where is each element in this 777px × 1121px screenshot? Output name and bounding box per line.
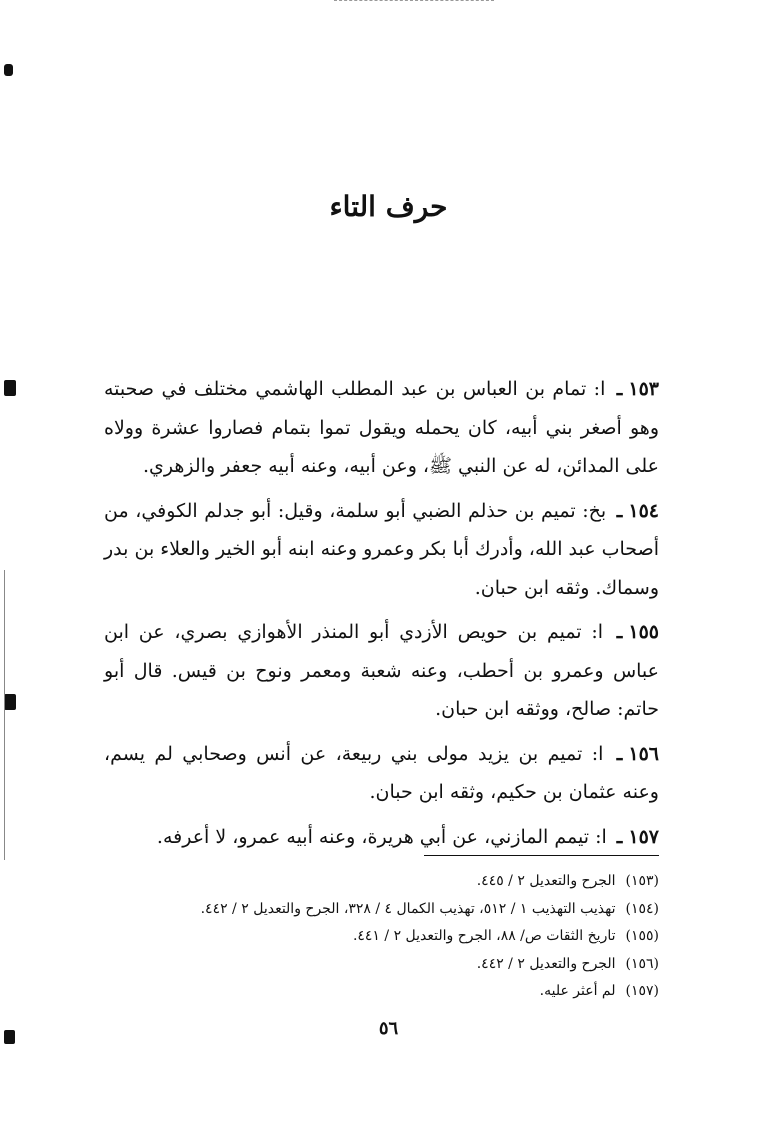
entry-number: ١٥٦ bbox=[628, 742, 659, 765]
scan-edge-mark bbox=[4, 380, 16, 396]
entry-dash: ـ bbox=[616, 378, 623, 400]
footnote-separator bbox=[424, 855, 659, 856]
footnotes-list bbox=[104, 868, 659, 1006]
footnote-text: تهذيب التهذيب ١ / ٥١٢، تهذيب الكمال ٤ / ٣٢٨، الجرح والتعديل ٢ / ٤٤٢. bbox=[200, 900, 616, 917]
scan-edge-mark bbox=[4, 64, 13, 76]
footnote bbox=[104, 923, 659, 951]
entry-number: ١٥٣ bbox=[628, 378, 659, 400]
footnote-text: الجرح والتعديل ٢ / ٤٤٥. bbox=[476, 873, 616, 889]
entry-dash: ـ bbox=[616, 499, 623, 522]
biography-entry bbox=[104, 492, 659, 608]
footnote-number: (١٥٧) bbox=[625, 983, 659, 999]
biography-entry bbox=[104, 818, 659, 857]
scan-edge-mark bbox=[4, 694, 16, 710]
footnote-text: الجرح والتعديل ٢ / ٤٤٢. bbox=[476, 955, 616, 972]
biography-entry bbox=[104, 370, 659, 486]
entry-number: ١٥٤ bbox=[628, 499, 659, 522]
scan-margin-line bbox=[4, 570, 5, 660]
footnote bbox=[104, 978, 659, 1006]
entry-dash: ـ bbox=[616, 742, 623, 765]
footnote-number: (١٥٣) bbox=[625, 873, 659, 889]
biography-entry bbox=[104, 613, 659, 729]
entry-text: بخ: تميم بن حذلم الضبي أبو سلمة، وقيل: أبو جدلم الكوفي، من أصحاب عبد الله، وأدرك أبا بكر وعمرو وعنه ابنه أبو الخير والعلاء بن بدر وسماك. وثقه ابن حبان. bbox=[104, 499, 659, 599]
entry-text: ا: تميم بن حويص الأزدي أبو المنذر الأهوازي بصري، عن ابن عباس وعمرو بن أحطب، وعنه شعبة ومعمر ونوح بن قيس. قال أبو حاتم: صالح، ووثقه ابن حبان. bbox=[104, 621, 659, 720]
footnote-number: (١٥٤) bbox=[625, 900, 659, 917]
entry-text: ا: تمام بن العباس بن عبد المطلب الهاشمي مختلف في صحبته وهو أصغر بني أبيه، كان يحمله ويقول تموا بتمام فصاروا عشرة وولاه على المدائن، له عن النبي ﷺ، وعن أبيه، وعنه أبيه جعفر والزهري. bbox=[104, 378, 659, 477]
biography-entry bbox=[104, 735, 659, 812]
page-number: ٥٦ bbox=[378, 1018, 399, 1039]
entry-text: ا: تيمم المازني، عن أبي هريرة، وعنه أبيه عمرو، لا أعرفه. bbox=[156, 825, 607, 848]
footnote-text: لم أعثر عليه. bbox=[539, 983, 616, 999]
footnote-number: (١٥٥) bbox=[625, 928, 659, 944]
footnote bbox=[104, 868, 659, 896]
top-scan-rule bbox=[334, 0, 494, 1]
entry-number: ١٥٥ bbox=[628, 621, 659, 643]
footnote-number: (١٥٦) bbox=[625, 955, 659, 972]
scan-margin-line bbox=[4, 660, 5, 860]
entry-dash: ـ bbox=[616, 825, 623, 848]
entry-number: ١٥٧ bbox=[628, 825, 659, 848]
entry-dash: ـ bbox=[616, 621, 623, 643]
chapter-title: حرف التاء bbox=[329, 190, 448, 223]
footnote bbox=[104, 896, 659, 924]
footnote bbox=[104, 951, 659, 979]
entries-list bbox=[104, 370, 659, 856]
footnote-text: تاريخ الثقات ص/ ٨٨، الجرح والتعديل ٢ / ٤٤١. bbox=[352, 928, 616, 944]
entry-text: ا: تميم بن يزيد مولى بني ربيعة، عن أنس وصحابي لم يسم، وعنه عثمان بن حكيم، وثقه ابن حبان. bbox=[104, 742, 659, 803]
